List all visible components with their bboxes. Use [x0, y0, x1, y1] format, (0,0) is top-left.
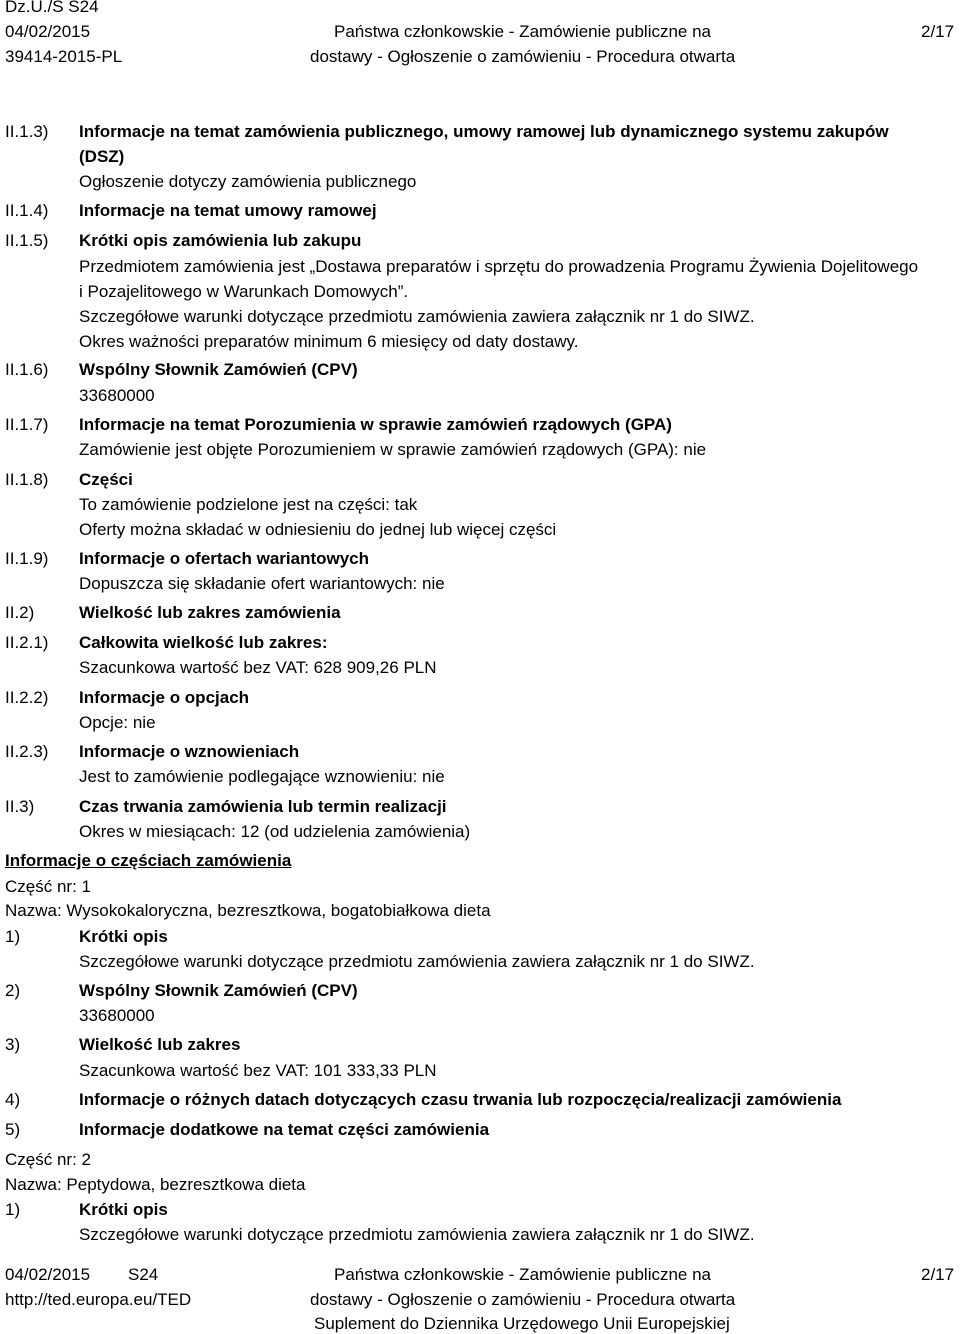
part-item-heading: Krótki opis	[79, 1200, 168, 1219]
part-name: Nazwa: Peptydowa, bezresztkowa dieta	[5, 1175, 306, 1194]
header-title-line2: dostawy - Ogłoszenie o zamówieniu - Procedura otwarta	[310, 47, 736, 66]
parts-title: Informacje o częściach zamówienia	[5, 851, 292, 870]
section-heading: Całkowita wielkość lub zakres:	[79, 633, 328, 652]
footer-title-line2: dostawy - Ogłoszenie o zamówieniu - Procedura otwarta	[310, 1290, 736, 1309]
section-number: II.2.2)	[5, 688, 49, 707]
section-number: II.1.5)	[5, 231, 49, 250]
footer-url: http://ted.europa.eu/TED	[5, 1290, 192, 1309]
footer-page-number: 2/17	[921, 1265, 955, 1284]
part-item-number: 2)	[5, 981, 21, 1000]
section-number: II.2.1)	[5, 633, 49, 652]
section-text-line: Okres ważności preparatów minimum 6 miesięcy od daty dostawy.	[79, 332, 579, 351]
part-item-number: 1)	[5, 927, 21, 946]
section-heading: Krótki opis zamówienia lub zakupu	[79, 231, 362, 250]
section-text: Jest to zamówienie podlegające wznowieniu: nie	[79, 767, 445, 786]
part-number: Część nr: 1	[5, 877, 91, 896]
section-heading: Wielkość lub zakres zamówienia	[79, 603, 341, 622]
footer-series: S24	[128, 1265, 159, 1284]
footer-title-line1: Państwa członkowskie - Zamówienie publiczne na	[334, 1265, 712, 1284]
section-text: 33680000	[79, 386, 155, 405]
part-number: Część nr: 2	[5, 1150, 91, 1169]
section-number: II.1.9)	[5, 549, 49, 568]
header-ref: 39414-2015-PL	[5, 47, 123, 66]
footer-date: 04/02/2015	[5, 1265, 91, 1284]
header-title-line1: Państwa członkowskie - Zamówienie publiczne na	[334, 22, 712, 41]
part-item-number: 3)	[5, 1035, 21, 1054]
footer-title-line3: Suplement do Dziennika Urzędowego Unii Europejskiej	[314, 1314, 730, 1333]
part-item-heading: Wielkość lub zakres	[79, 1035, 241, 1054]
section-heading: Informacje o ofertach wariantowych	[79, 549, 370, 568]
section-heading: Informacje o opcjach	[79, 688, 250, 707]
section-text-line: Przedmiotem zamówienia jest „Dostawa preparatów i sprzętu do prowadzenia Programu Żywienia Dojelitowego	[79, 257, 919, 276]
section-number: II.1.8)	[5, 470, 49, 489]
part-name: Nazwa: Wysokokaloryczna, bezresztkowa, bogatobiałkowa dieta	[5, 901, 491, 920]
section-text: Dopuszcza się składanie ofert wariantowych: nie	[79, 574, 445, 593]
section-heading: Informacje na temat Porozumienia w sprawie zamówień rządowych (GPA)	[79, 415, 672, 434]
section-heading-cont: (DSZ)	[79, 147, 125, 166]
section-heading: Informacje na temat umowy ramowej	[79, 201, 377, 220]
section-heading: Wspólny Słownik Zamówień (CPV)	[79, 360, 358, 379]
part-item-heading: Wspólny Słownik Zamówień (CPV)	[79, 981, 358, 1000]
header-page-number: 2/17	[921, 22, 955, 41]
section-heading: Informacje na temat zamówienia publicznego, umowy ramowej lub dynamicznego systemu zakupów	[79, 122, 889, 141]
section-number: II.3)	[5, 797, 35, 816]
part-item-heading: Krótki opis	[79, 927, 168, 946]
section-heading: Informacje o wznowieniach	[79, 742, 300, 761]
section-number: II.1.3)	[5, 122, 49, 141]
section-number: II.1.6)	[5, 360, 49, 379]
header-date: 04/02/2015	[5, 22, 91, 41]
part-item-heading: Informacje o różnych datach dotyczących czasu trwania lub rozpoczęcia/realizacji zamówienia	[79, 1090, 842, 1109]
section-number: II.2)	[5, 603, 35, 622]
section-text: Ogłoszenie dotyczy zamówienia publicznego	[79, 172, 417, 191]
section-text-line: i Pozajelitowego w Warunkach Domowych”.	[79, 282, 409, 301]
section-text: To zamówienie podzielone jest na części: tak	[79, 495, 418, 514]
section-number: II.1.4)	[5, 201, 49, 220]
section-text: Zamówienie jest objęte Porozumieniem w sprawie zamówień rządowych (GPA): nie	[79, 440, 707, 459]
section-text: Opcje: nie	[79, 713, 156, 732]
section-heading: Części	[79, 470, 133, 489]
section-text: Szacunkowa wartość bez VAT: 628 909,26 PLN	[79, 658, 437, 677]
part-item-number: 4)	[5, 1090, 21, 1109]
part-item-number: 1)	[5, 1200, 21, 1219]
part-item-number: 5)	[5, 1120, 21, 1139]
part-item-heading: Informacje dodatkowe na temat części zamówienia	[79, 1120, 490, 1139]
part-item-text: Szacunkowa wartość bez VAT: 101 333,33 PLN	[79, 1061, 437, 1080]
section-number: II.2.3)	[5, 742, 49, 761]
section-heading: Czas trwania zamówienia lub termin realizacji	[79, 797, 447, 816]
header-source: Dz.U./S S24	[5, 0, 99, 16]
section-text: Okres w miesiącach: 12 (od udzielenia zamówienia)	[79, 822, 471, 841]
section-number: II.1.7)	[5, 415, 49, 434]
section-text: Oferty można składać w odniesieniu do jednej lub więcej części	[79, 520, 557, 539]
part-item-text: 33680000	[79, 1006, 155, 1025]
section-text-line: Szczegółowe warunki dotyczące przedmiotu zamówienia zawiera załącznik nr 1 do SIWZ.	[79, 307, 755, 326]
part-item-text: Szczegółowe warunki dotyczące przedmiotu zamówienia zawiera załącznik nr 1 do SIWZ.	[79, 1225, 755, 1244]
part-item-text: Szczegółowe warunki dotyczące przedmiotu zamówienia zawiera załącznik nr 1 do SIWZ.	[79, 952, 755, 971]
